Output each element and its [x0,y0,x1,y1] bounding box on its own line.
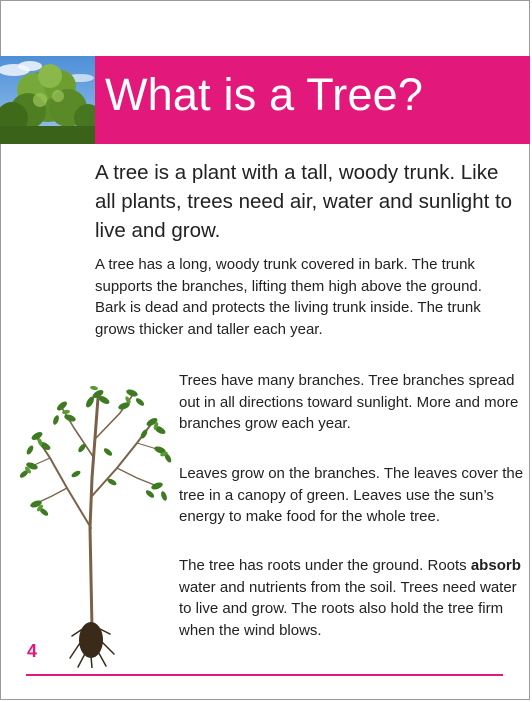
sapling-tree-icon [12,378,177,668]
roots-text-end: water and nutrients from the soil. Trees need water to live and grow. The roots also hold the tree firm when the wind blows. [179,578,517,639]
page-title: What is a Tree? [105,69,424,120]
trunk-paragraph: A tree has a long, woody trunk covered in bark. The trunk supports the branches, lifting them high above the ground. Bark is dead and protects the living trunk inside. The trunk grows thicker and taller each year. [95,256,482,338]
page-header [0,56,530,144]
intro-paragraph: A tree is a plant with a tall, woody trunk. Like all plants, trees need air, water and sunlight to live and grow. [95,161,513,242]
branches-paragraph: Trees have many branches. Tree branches spread out in all directions toward sunlight. More and more branches grow each year. [179,372,519,432]
page-number: 4 [27,641,38,661]
footer-rule [26,674,503,676]
leaves-paragraph: Leaves grow on the branches. The leaves cover the tree in a canopy of green. Leaves use the sun’s energy to make food for the whole tree. [179,465,524,525]
absorb-keyword: absorb [470,557,521,574]
roots-text-start: The tree has roots under the ground. Roots [179,557,471,574]
tree-photo-icon [0,56,95,144]
title-band [95,56,530,144]
roots-paragraph [179,555,524,641]
